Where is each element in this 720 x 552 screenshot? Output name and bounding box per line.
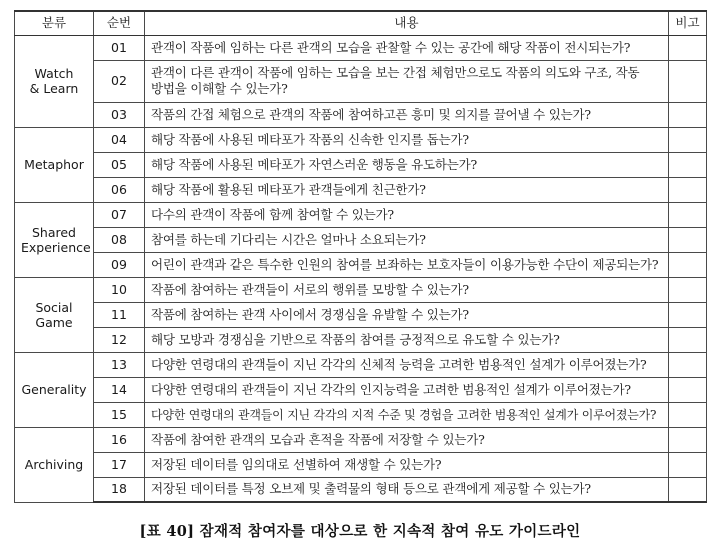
table-row (15, 427, 707, 452)
note-cell (669, 452, 707, 477)
content-cell: 작품에 참여하는 관객 사이에서 경쟁심을 유발할 수 있는가? (145, 302, 669, 327)
category-cell: Watch & Learn (15, 35, 94, 127)
number-cell: 18 (94, 477, 145, 502)
number-cell: 16 (94, 427, 145, 452)
table-row (15, 252, 707, 277)
number-cell: 17 (94, 452, 145, 477)
note-cell (669, 102, 707, 127)
category-cell: Generality (15, 352, 94, 427)
note-cell (669, 60, 707, 102)
table-row (15, 127, 707, 152)
note-cell (669, 352, 707, 377)
category-cell: Archiving (15, 427, 94, 502)
content-cell: 해당 작품에 사용된 메타포가 자연스러운 행동을 유도하는가? (145, 152, 669, 177)
header-note: 비고 (669, 11, 707, 35)
number-cell: 14 (94, 377, 145, 402)
content-cell: 작품에 참여하는 관객들이 서로의 행위를 모방할 수 있는가? (145, 277, 669, 302)
note-cell (669, 252, 707, 277)
note-cell (669, 177, 707, 202)
table-row (15, 152, 707, 177)
content-cell: 다수의 관객이 작품에 함께 참여할 수 있는가? (145, 202, 669, 227)
number-cell: 02 (94, 60, 145, 102)
content-cell: 다양한 연령대의 관객들이 지닌 각각의 지적 수준 및 경험을 고려한 범용적인 설계가 이루어졌는가? (145, 402, 669, 427)
guideline-table (14, 10, 707, 503)
header-content: 내용 (145, 11, 669, 35)
number-cell: 13 (94, 352, 145, 377)
number-cell: 12 (94, 327, 145, 352)
note-cell (669, 302, 707, 327)
table-row (15, 477, 707, 502)
table-row (15, 277, 707, 302)
number-cell: 06 (94, 177, 145, 202)
category-cell: Social Game (15, 277, 94, 352)
category-cell: Shared Experience (15, 202, 94, 277)
content-cell: 관객이 다른 관객이 작품에 임하는 모습을 보는 간접 체험만으로도 작품의 의도와 구조, 작동 방법을 이해할 수 있는가? (145, 60, 669, 102)
content-cell: 해당 작품에 사용된 메타포가 작품의 신속한 인지를 돕는가? (145, 127, 669, 152)
note-cell (669, 202, 707, 227)
content-cell: 다양한 연령대의 관객들이 지닌 각각의 인지능력을 고려한 범용적인 설계가 이루어졌는가? (145, 377, 669, 402)
content-cell: 참여를 하는데 기다리는 시간은 얼마나 소요되는가? (145, 227, 669, 252)
note-cell (669, 402, 707, 427)
number-cell: 03 (94, 102, 145, 127)
note-cell (669, 127, 707, 152)
number-cell: 04 (94, 127, 145, 152)
content-cell: 다양한 연령대의 관객들이 지닌 각각의 신체적 능력을 고려한 범용적인 설계가 이루어졌는가? (145, 352, 669, 377)
note-cell (669, 152, 707, 177)
content-cell: 어린이 관객과 같은 특수한 인원의 참여를 보좌하는 보호자들이 이용가능한 수단이 제공되는가? (145, 252, 669, 277)
note-cell (669, 35, 707, 60)
note-cell (669, 277, 707, 302)
table-row (15, 227, 707, 252)
number-cell: 01 (94, 35, 145, 60)
content-cell: 해당 작품에 활용된 메타포가 관객들에게 친근한가? (145, 177, 669, 202)
table-row (15, 402, 707, 427)
content-cell: 저장된 데이터를 임의대로 선별하여 재생할 수 있는가? (145, 452, 669, 477)
header-category: 분류 (15, 11, 94, 35)
table-row (15, 377, 707, 402)
table-body (15, 35, 707, 502)
table-row (15, 60, 707, 102)
number-cell: 05 (94, 152, 145, 177)
content-cell: 저장된 데이터를 특정 오브제 및 출력물의 형태 등으로 관객에게 제공할 수 있는가? (145, 477, 669, 502)
table-row (15, 352, 707, 377)
table-header-row (15, 11, 707, 35)
category-cell: Metaphor (15, 127, 94, 202)
content-cell: 작품에 참여한 관객의 모습과 흔적을 작품에 저장할 수 있는가? (145, 427, 669, 452)
number-cell: 09 (94, 252, 145, 277)
content-cell: 작품의 간접 체험으로 관객의 작품에 참여하고픈 흥미 및 의지를 끌어낼 수 있는가? (145, 102, 669, 127)
table-row (15, 177, 707, 202)
number-cell: 08 (94, 227, 145, 252)
table-row (15, 35, 707, 60)
content-cell: 해당 모방과 경쟁심을 기반으로 작품의 참여를 긍정적으로 유도할 수 있는가? (145, 327, 669, 352)
number-cell: 15 (94, 402, 145, 427)
number-cell: 11 (94, 302, 145, 327)
number-cell: 07 (94, 202, 145, 227)
table-row (15, 452, 707, 477)
header-number: 순번 (94, 11, 145, 35)
table-row (15, 302, 707, 327)
number-cell: 10 (94, 277, 145, 302)
table-row (15, 202, 707, 227)
table-caption: [표 40] 잠재적 참여자를 대상으로 한 지속적 참여 유도 가이드라인 (139, 523, 581, 540)
content-cell: 관객이 작품에 임하는 다른 관객의 모습을 관찰할 수 있는 공간에 해당 작품이 전시되는가? (145, 35, 669, 60)
table-row (15, 102, 707, 127)
note-cell (669, 427, 707, 452)
note-cell (669, 477, 707, 502)
note-cell (669, 377, 707, 402)
note-cell (669, 327, 707, 352)
note-cell (669, 227, 707, 252)
table-row (15, 327, 707, 352)
